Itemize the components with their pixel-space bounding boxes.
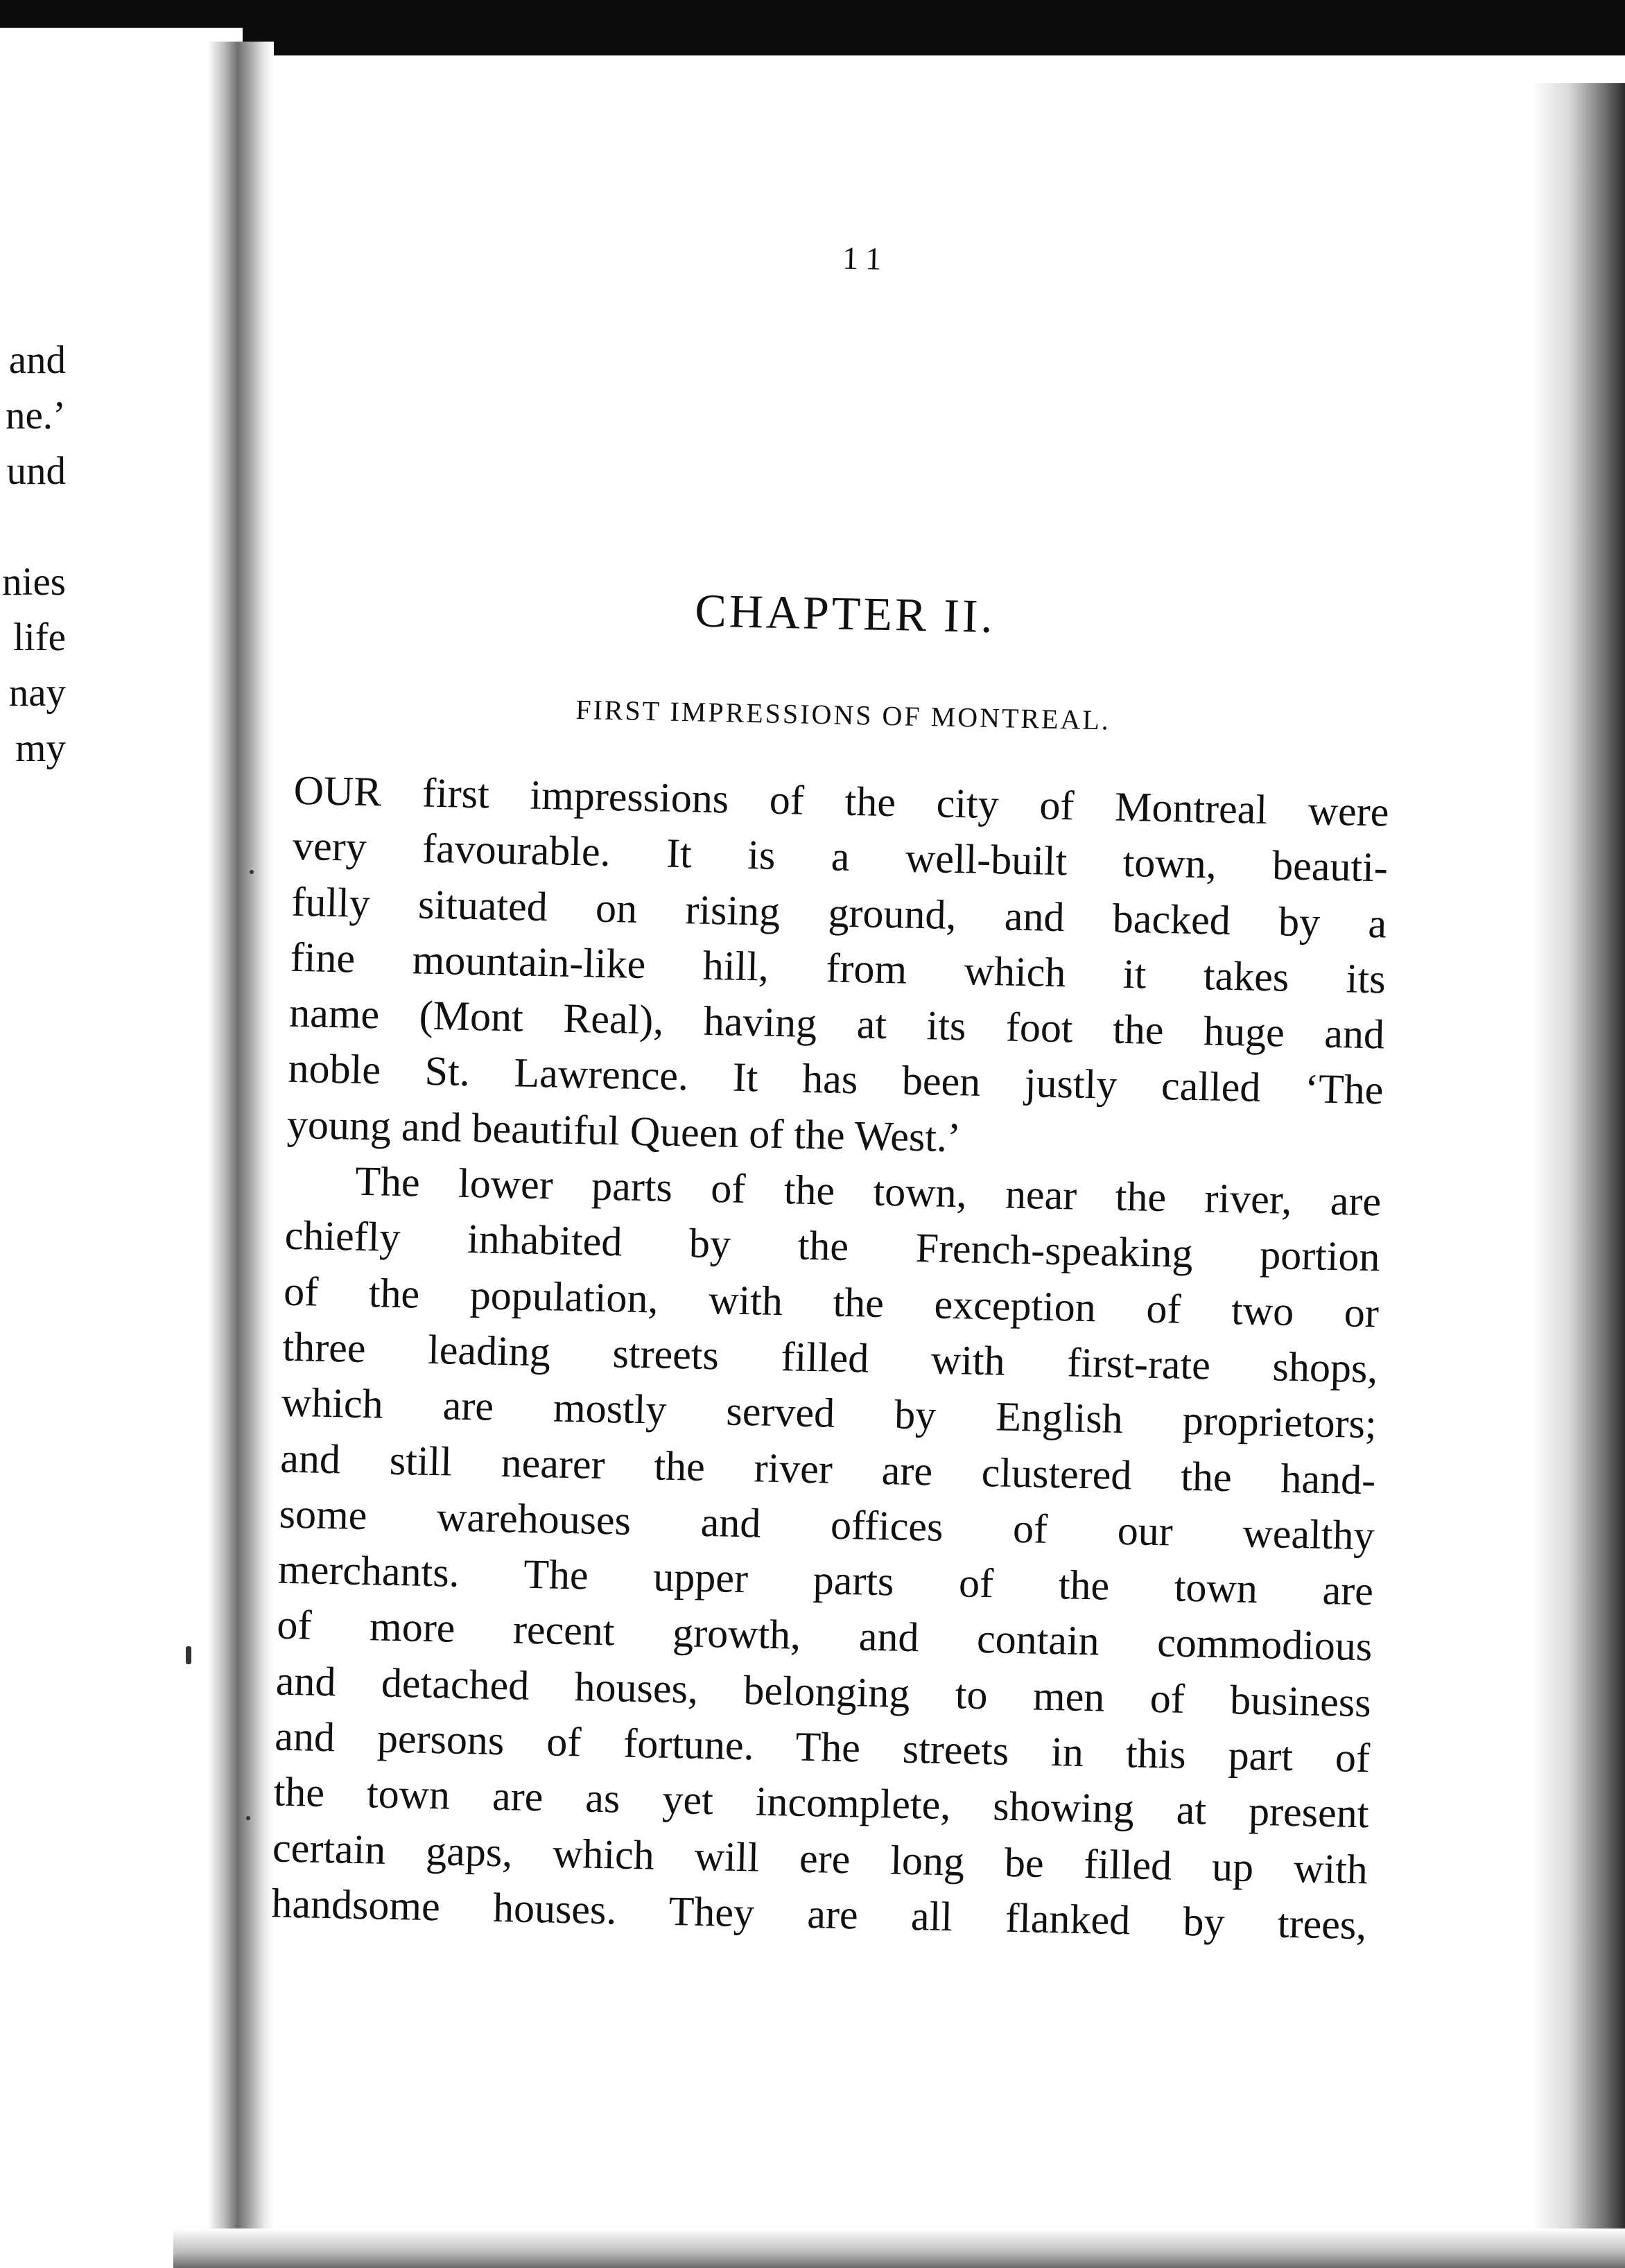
fragment-line: nies [2,560,66,604]
scan-speck [246,1816,250,1820]
text-line: fine mountain-like hill, from which it takes its [290,934,1387,1002]
text-line: which are mostly served by English proprietors; [281,1379,1378,1447]
facing-page [0,28,243,2268]
text-line: of the population, with the exception of two or [283,1268,1380,1336]
fragment-line: und [6,449,66,493]
fragment-gap [0,499,66,555]
text-line: merchants. The upper parts of the town are [277,1546,1374,1614]
text-line: of more recent growth, and contain commodious [276,1602,1373,1670]
text-line: young and beautiful Queen of the West.’ [286,1101,962,1161]
text-line: chiefly inhabited by the French-speaking portion [284,1212,1381,1280]
fragment-line: my [15,726,66,770]
text-line: the town are as yet incomplete, showing at present [273,1768,1370,1837]
paragraph [271,1152,1382,1953]
facing-page-text-fragments [0,333,66,776]
text-line: certain gaps, which will ere long be filled up with [272,1824,1368,1892]
fragment-line: life [13,616,66,659]
text-line: and persons of fortune. The streets in this part of [274,1713,1371,1781]
scan-speck [186,1646,191,1664]
text-line: fully situated on rising ground, and backed by a [290,878,1387,947]
book-gutter [208,42,274,2268]
page-right-edge [1532,83,1625,2268]
fragment-line: and [8,338,66,382]
text-line: three leading streets filled with first-rate shops, [281,1323,1378,1392]
fragment-line: ne.’ [5,394,66,437]
scan-speck [250,870,254,874]
text-line: and still nearer the river are clustered the hand- [279,1435,1376,1503]
text-line: and detached houses, belonging to men of business [275,1657,1372,1726]
chapter-subtitle: FIRST IMPRESSIONS OF MONTREAL. [575,693,1111,736]
page-bottom-edge [173,2228,1625,2268]
text-line: name (Mont Real), having at its foot the huge and [288,989,1385,1058]
fragment-line: nay [8,671,66,715]
text-line: handsome houses. They are all flanked by trees, [270,1880,1367,1948]
text-line: OUR first impressions of the city of Montreal were [293,767,1390,835]
text-line: The lower parts of the town, near the river, are [354,1158,1382,1225]
page-text [271,229,1400,1953]
text-line: noble St. Lawrence. It has been justly called ‘The [288,1045,1384,1113]
paragraph [286,762,1389,1174]
text-line: very favourable. It is a well-built town, beauti- [292,823,1389,891]
page-number: 11 [842,240,890,277]
text-line: some warehouses and offices of our wealthy [279,1490,1375,1559]
chapter-title: CHAPTER II. [694,584,996,643]
body-text [271,762,1390,1953]
